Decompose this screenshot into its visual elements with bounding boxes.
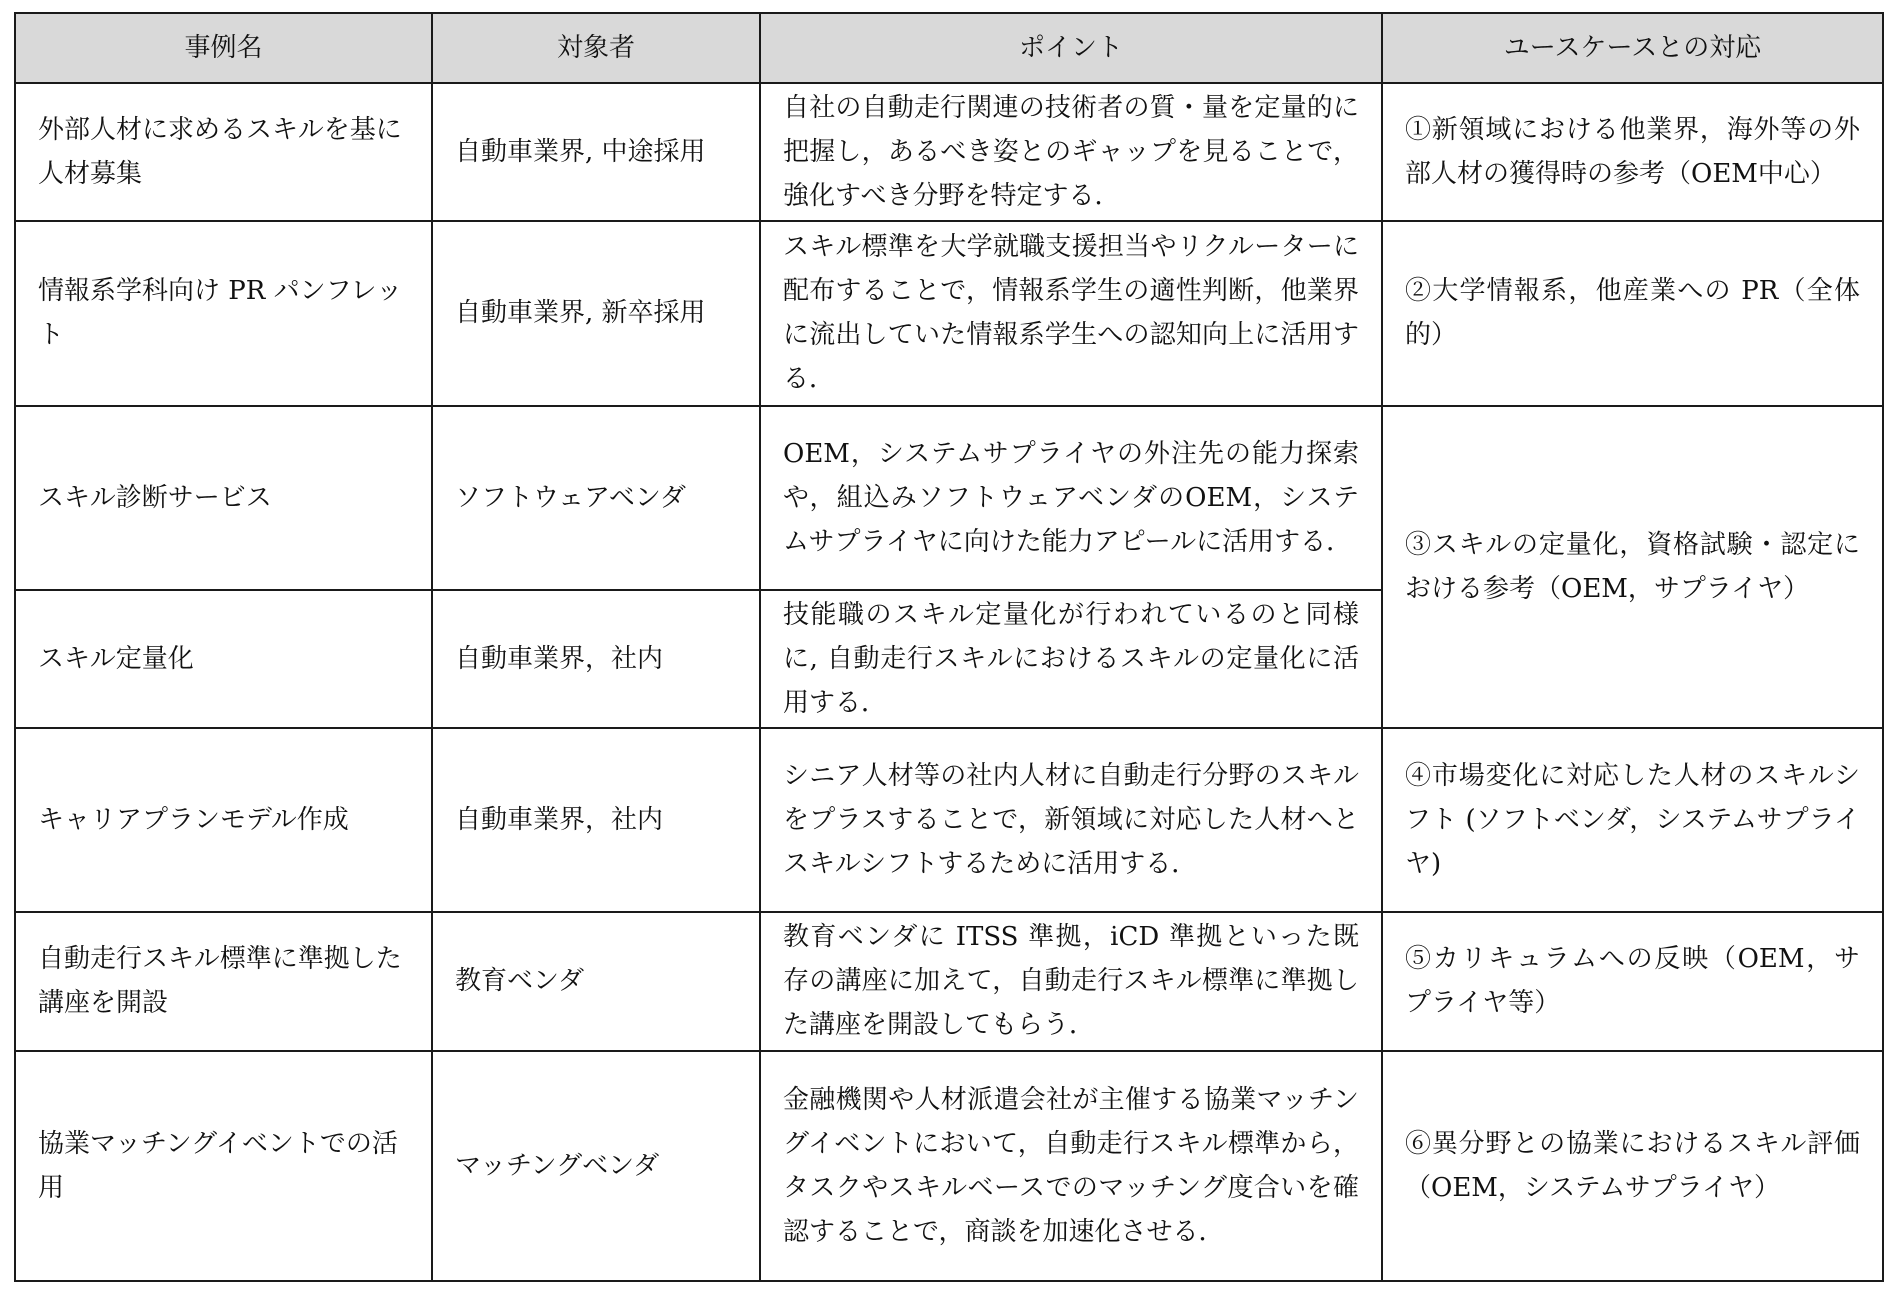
- point-cell: スキル標準を大学就職支援担当やリクルーターに配布することで，情報系学生の適性判断，他業界に流出していた情報系学生への認知向上に活用する．: [760, 221, 1382, 405]
- use-case-table: [14, 12, 1884, 1282]
- table-row: [15, 221, 1883, 405]
- case-name-cell: スキル定量化: [15, 590, 432, 728]
- target-cell: 自動車業界，社内: [432, 728, 760, 912]
- usecase-cell: ④市場変化に対応した人材のスキルシフト (ソフトベンダ，システムサプライヤ): [1382, 728, 1883, 912]
- usecase-cell: ⑥異分野との協業におけるスキル評価（OEM，システムサプライヤ）: [1382, 1051, 1883, 1281]
- table-row: [15, 728, 1883, 912]
- header-usecase: ユースケースとの対応: [1382, 13, 1883, 83]
- table-row: [15, 1051, 1883, 1281]
- target-cell: 自動車業界，社内: [432, 590, 760, 728]
- usecase-cell: ①新領域における他業界，海外等の外部人材の獲得時の参考（OEM中心）: [1382, 83, 1883, 221]
- case-name-cell: 自動走行スキル標準に準拠した講座を開設: [15, 912, 432, 1050]
- table-row: [15, 83, 1883, 221]
- header-row: [15, 13, 1883, 83]
- target-cell: マッチングベンダ: [432, 1051, 760, 1281]
- point-cell: シニア人材等の社内人材に自動走行分野のスキルをプラスすることで，新領域に対応した人材へとスキルシフトするために活用する．: [760, 728, 1382, 912]
- target-cell: 教育ベンダ: [432, 912, 760, 1050]
- header-point: ポイント: [760, 13, 1382, 83]
- usecase-cell: ②大学情報系，他産業への PR（全体的）: [1382, 221, 1883, 405]
- case-name-cell: 情報系学科向け PR パンフレット: [15, 221, 432, 405]
- header-case-name: 事例名: [15, 13, 432, 83]
- target-cell: ソフトウェアベンダ: [432, 406, 760, 590]
- case-name-cell: キャリアプランモデル作成: [15, 728, 432, 912]
- table-row: [15, 406, 1883, 590]
- case-name-cell: 協業マッチングイベントでの活用: [15, 1051, 432, 1281]
- point-cell: 金融機関や人材派遣会社が主催する協業マッチングイベントにおいて，自動走行スキル標準から，タスクやスキルベースでのマッチング度合いを確認することで，商談を加速化させる．: [760, 1051, 1382, 1281]
- usecase-cell: ⑤カリキュラムへの反映（OEM，サプライヤ等）: [1382, 912, 1883, 1050]
- header-target: 対象者: [432, 13, 760, 83]
- usecase-cell: ③スキルの定量化，資格試験・認定における参考（OEM，サプライヤ）: [1382, 406, 1883, 729]
- table-row: [15, 912, 1883, 1050]
- target-cell: 自動車業界, 新卒採用: [432, 221, 760, 405]
- point-cell: 教育ベンダに ITSS 準拠，iCD 準拠といった既存の講座に加えて，自動走行スキル標準に準拠した講座を開設してもらう．: [760, 912, 1382, 1050]
- case-name-cell: スキル診断サービス: [15, 406, 432, 590]
- target-cell: 自動車業界, 中途採用: [432, 83, 760, 221]
- case-name-cell: 外部人材に求めるスキルを基に人材募集: [15, 83, 432, 221]
- point-cell: OEM，システムサプライヤの外注先の能力探索や，組込みソフトウェアベンダのOEM，システムサプライヤに向けた能力アピールに活用する．: [760, 406, 1382, 590]
- point-cell: 技能職のスキル定量化が行われているのと同様に, 自動走行スキルにおけるスキルの定量化に活用する．: [760, 590, 1382, 728]
- point-cell: 自社の自動走行関連の技術者の質・量を定量的に把握し，あるべき姿とのギャップを見ることで，強化すべき分野を特定する．: [760, 83, 1382, 221]
